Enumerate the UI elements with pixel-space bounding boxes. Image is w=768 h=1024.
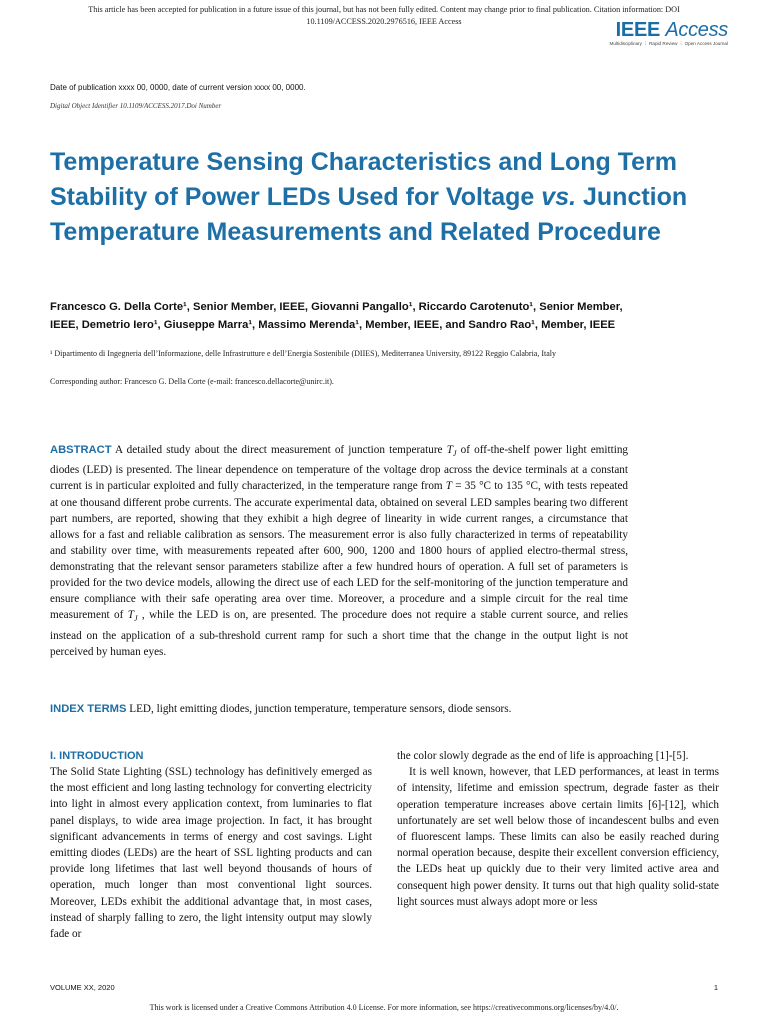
publication-date: Date of publication xxxx 00, 0000, date of current version xxxx 00, 0000. <box>50 83 306 92</box>
section-heading-introduction: I. INTRODUCTION <box>50 750 144 762</box>
title-part-2: Junction Temperature Measurements and Related Procedure <box>50 183 688 246</box>
abstract <box>50 442 628 660</box>
prepublication-notice: This article has been accepted for publication in a future issue of this journal, but has not been fully edited. Content may change prior to final publication. Citation information: DOI 10.1109/ACCESS.2020.2976516, IEEE Access <box>88 5 680 26</box>
t-symbol: T <box>445 480 453 493</box>
paper-title <box>50 145 730 250</box>
affiliation: ¹ Dipartimento di Ingegneria dell’Informazione, delle Infrastrutture e dell’Energia Sostenibile (DIIES), Mediterranea University, 89122 Reggio Calabria, Italy <box>50 349 557 358</box>
title-vs: vs. <box>541 183 577 211</box>
abstract-text-4: , while the LED is on, are presented. The procedure does not require a stable current source, and relies instead on the application of a sub-threshold current ramp for such a short time that the change in the output light is not perceived by human eyes. <box>50 609 628 658</box>
abstract-text-2: of off-the-shelf power light emitting diodes (LED) is presented. The linear dependence on temperature of the voltage drop across the device terminals at a constant current is in particular exploited and fully characterized, in the temperature range from <box>50 444 629 493</box>
intro-paragraph-1-continued: the color slowly degrade as the end of life is approaching [1]-[5]. <box>397 750 689 762</box>
tj-symbol-2: $T_J$ <box>127 609 138 624</box>
column-left <box>50 748 372 942</box>
author-list: Francesco G. Della Corte¹, Senior Member, IEEE, Giovanni Pangallo¹, Riccardo Carotenuto¹, Senior Member, IEEE, Demetrio Iero¹, Giuseppe Marra¹, Massimo Merenda¹, Member, IEEE, and Sandro Rao¹, Member, IEEE <box>50 301 623 331</box>
logo-tagline: Multidisciplinary ⋮ Rapid Review ⋮ Open Access Journal <box>609 41 728 46</box>
page-number: 1 <box>713 983 718 992</box>
abstract-label: ABSTRACT <box>50 444 112 456</box>
logo-access-text: Access <box>665 19 728 41</box>
corresponding-author: Corresponding author: Francesco G. Della Corte (e-mail: francesco.dellacorte@unirc.it). <box>50 377 334 386</box>
abstract-text-3: = 35 °C to 135 °C, with tests repeated at one thousand different probe currents. The accurate experimental data, obtained on several LED samples bearing two different part numbers, are reported, showing that they exhibit a high degree of linearity in wide current ranges, a circumstance that allows for a fast and reliable calibration as sensors. The measurement error is also fully characterized in terms of repeatability and stability over time, with measurements repeated after 600, 900, 1200 and 1800 hours of applied electro-thermal stress, demonstrating that the relevant sensor parameters stabilize after a few hundred hours of operation. A full set of parameters is provided for the two device models, allowing the direct use of each LED for the self-monitoring of the junction temperature and ensure compliance with their safe operating area over time. Moreover, a procedure and a simple circuit for the real time measurement of <box>50 480 628 622</box>
index-terms <box>50 701 628 717</box>
intro-paragraph-1: The Solid State Lighting (SSL) technology has definitively emerged as the most efficient and long lasting technology for converting electricity into light in almost every application context, from luminaries to flat panel displays, to wide area image projection. In fact, it has brought significant advancements in terms of energy and cost savings. Light emitting diodes (LEDs) are the heart of SSL lighting products and can provide long lifetimes that last well beyond thousands of hours of operation, much longer than most conventional light sources. Moreover, LEDs exhibit the additional advantage that, in most cases, instead of sharply falling to zero, the light intensity output may slowly fade or <box>50 766 372 941</box>
ieee-access-logo <box>610 20 728 47</box>
intro-paragraph-2: It is well known, however, that LED performances, at least in terms of intensity, lifetime and emission spectrum, degrade faster as their operation temperature increases above certain limits [6]-[12], which unfortunately are set well below those of incandescent bulbs and even of fluorescent lamps. These limits can also be easily reached during normal operation because, despite their excellent conversion efficiency, the LEDs heat up quickly due to their very limited active area and consequent high power density. It turns out that high quality solid-state light sources must always adopt more or less <box>397 766 719 908</box>
logo-ieee-text: IEEE <box>615 19 661 41</box>
volume-footer: VOLUME XX, 2020 <box>50 983 115 992</box>
abstract-text-1: A detailed study about the direct measurement of junction temperature <box>111 444 447 456</box>
index-terms-label: INDEX TERMS <box>50 703 127 715</box>
column-right <box>397 748 719 910</box>
index-terms-text: LED, light emitting diodes, junction temperature, temperature sensors, diode sensors. <box>126 703 512 715</box>
license-notice: This work is licensed under a Creative Commons Attribution 4.0 License. For more information, see https://creativecommons.org/licenses/by/4.0/. <box>149 1003 619 1012</box>
doi-line: Digital Object Identifier 10.1109/ACCESS.2017.Doi Number <box>50 102 222 110</box>
tj-symbol: $T_J$ <box>446 444 457 459</box>
title-part-1: Temperature Sensing Characteristics and Long Term Stability of Power LEDs Used for Voltage <box>50 148 678 211</box>
